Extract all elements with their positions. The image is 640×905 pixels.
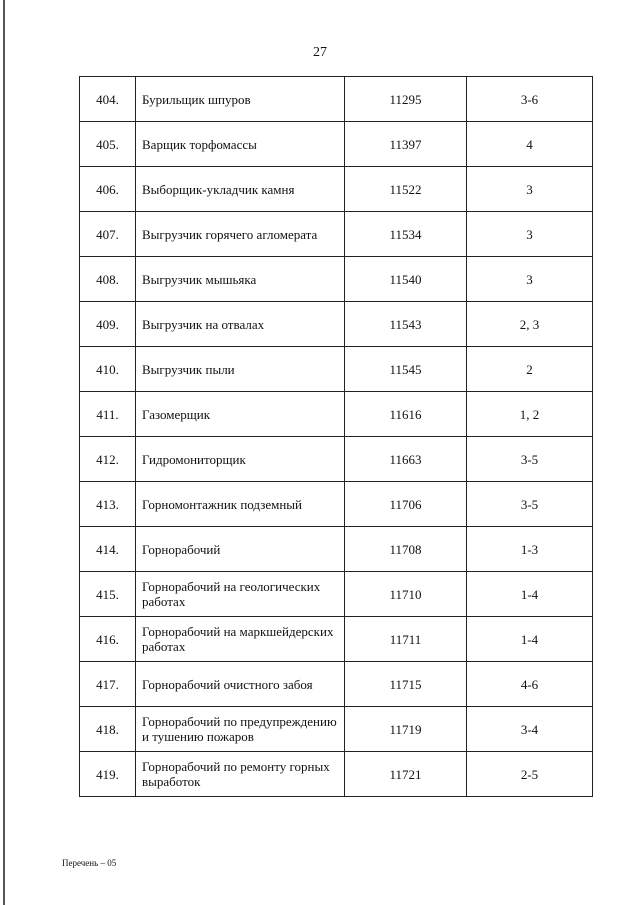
profession-code: 11295: [345, 77, 467, 122]
table-row: [80, 662, 593, 707]
profession-code: 11721: [345, 752, 467, 797]
grade-range: 3-5: [467, 437, 593, 482]
row-number: 416.: [80, 617, 136, 662]
profession-title: Варщик торфомассы: [136, 122, 345, 167]
grade-range: 2, 3: [467, 302, 593, 347]
grade-range: 3: [467, 167, 593, 212]
grade-range: 3: [467, 212, 593, 257]
profession-code: 11397: [345, 122, 467, 167]
row-number: 406.: [80, 167, 136, 212]
profession-code: 11708: [345, 527, 467, 572]
profession-title: Бурильщик шпуров: [136, 77, 345, 122]
table-row: [80, 527, 593, 572]
profession-title: Горнорабочий по предупреждению и тушению пожаров: [136, 707, 345, 752]
profession-title: Газомерщик: [136, 392, 345, 437]
profession-code: 11706: [345, 482, 467, 527]
row-number: 412.: [80, 437, 136, 482]
profession-title: Гидромониторщик: [136, 437, 345, 482]
profession-title: Выгрузчик мышьяка: [136, 257, 345, 302]
profession-title: Выгрузчик на отвалах: [136, 302, 345, 347]
table-row: [80, 707, 593, 752]
profession-title: Выборщик-укладчик камня: [136, 167, 345, 212]
grade-range: 1-4: [467, 572, 593, 617]
grade-range: 1, 2: [467, 392, 593, 437]
row-number: 417.: [80, 662, 136, 707]
profession-title: Горнорабочий на маркшейдерских работах: [136, 617, 345, 662]
profession-code: 11616: [345, 392, 467, 437]
profession-title: Горнорабочий на геологических работах: [136, 572, 345, 617]
profession-code: 11719: [345, 707, 467, 752]
row-number: 418.: [80, 707, 136, 752]
table-row: [80, 77, 593, 122]
page-edge: [3, 0, 5, 905]
grade-range: 1-4: [467, 617, 593, 662]
row-number: 407.: [80, 212, 136, 257]
table-row: [80, 617, 593, 662]
grade-range: 3: [467, 257, 593, 302]
row-number: 411.: [80, 392, 136, 437]
row-number: 413.: [80, 482, 136, 527]
profession-code: 11545: [345, 347, 467, 392]
row-number: 409.: [80, 302, 136, 347]
profession-code: 11711: [345, 617, 467, 662]
table-row: [80, 572, 593, 617]
grade-range: 4: [467, 122, 593, 167]
row-number: 414.: [80, 527, 136, 572]
table-row: [80, 212, 593, 257]
table-row: [80, 122, 593, 167]
row-number: 419.: [80, 752, 136, 797]
grade-range: 2-5: [467, 752, 593, 797]
table-row: [80, 302, 593, 347]
grade-range: 3-5: [467, 482, 593, 527]
profession-code: 11715: [345, 662, 467, 707]
profession-title: Выгрузчик пыли: [136, 347, 345, 392]
row-number: 408.: [80, 257, 136, 302]
profession-code: 11663: [345, 437, 467, 482]
table-row: [80, 752, 593, 797]
table-row: [80, 437, 593, 482]
profession-title: Выгрузчик горячего агломерата: [136, 212, 345, 257]
profession-code: 11710: [345, 572, 467, 617]
profession-title: Горнорабочий по ремонту горных выработок: [136, 752, 345, 797]
profession-title: Горнорабочий: [136, 527, 345, 572]
grade-range: 1-3: [467, 527, 593, 572]
table-row: [80, 392, 593, 437]
table-body: [80, 77, 593, 797]
profession-table: [79, 76, 593, 797]
profession-title: Горнорабочий очистного забоя: [136, 662, 345, 707]
table-row: [80, 257, 593, 302]
row-number: 404.: [80, 77, 136, 122]
table-row: [80, 167, 593, 212]
table-row: [80, 482, 593, 527]
grade-range: 4-6: [467, 662, 593, 707]
table-row: [80, 347, 593, 392]
grade-range: 2: [467, 347, 593, 392]
row-number: 405.: [80, 122, 136, 167]
footer-note: Перечень – 05: [62, 858, 117, 868]
profession-code: 11534: [345, 212, 467, 257]
row-number: 410.: [80, 347, 136, 392]
profession-title: Горномонтажник подземный: [136, 482, 345, 527]
row-number: 415.: [80, 572, 136, 617]
profession-code: 11540: [345, 257, 467, 302]
grade-range: 3-6: [467, 77, 593, 122]
grade-range: 3-4: [467, 707, 593, 752]
profession-code: 11522: [345, 167, 467, 212]
page-number: 27: [313, 45, 327, 60]
profession-code: 11543: [345, 302, 467, 347]
